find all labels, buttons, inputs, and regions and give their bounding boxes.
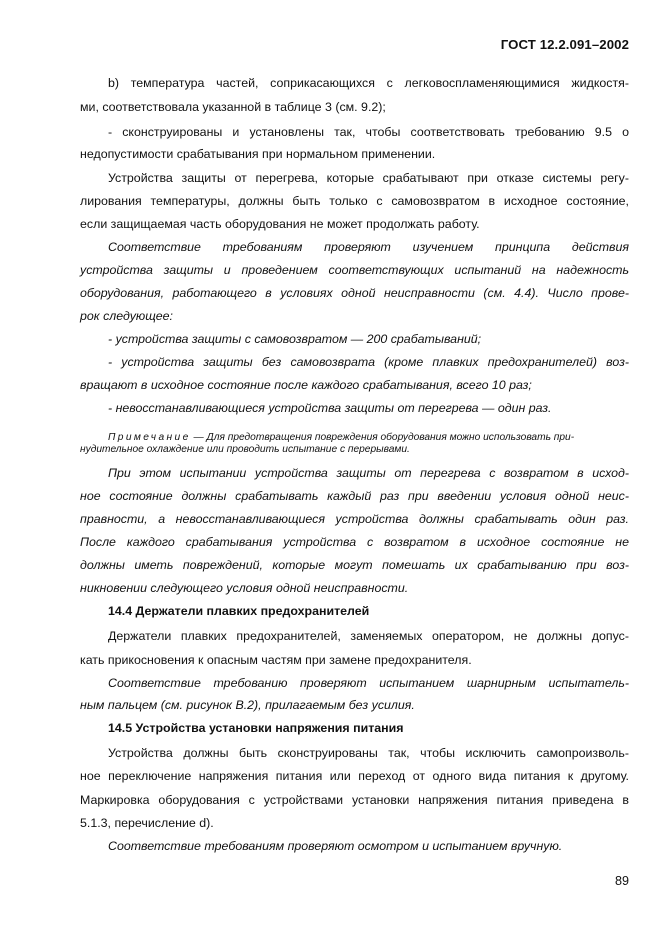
text-line: ное состояние должны срабатывать каждый раз при введении условия одной неис- bbox=[80, 489, 629, 503]
text-line: Устройства защиты от перегрева, которые срабатывают при отказе системы регу- bbox=[108, 171, 629, 185]
list-item: - невосстанавливающиеся устройства защиты от перегрева — один раз. bbox=[108, 401, 552, 415]
text-line: должны иметь повреждений, которые могут помешать их срабатыванию при воз- bbox=[80, 558, 629, 572]
text-line: При этом испытании устройства защиты от перегрева с возвратом в исход- bbox=[108, 466, 629, 480]
text-line: ным пальцем (см. рисунок В.2), прилагаемым без усилия. bbox=[80, 698, 415, 712]
text-line: 5.1.3, перечисление d). bbox=[80, 816, 214, 830]
page-number: 89 bbox=[614, 874, 629, 888]
text-line: если защищаемая часть оборудования не может продолжать работу. bbox=[80, 217, 480, 231]
text-line: b) температура частей, соприкасающихся с легковоспламеняющимися жидкостя- bbox=[108, 76, 629, 90]
text-line: ми, соответствовала указанной в таблице 3 (см. 9.2); bbox=[80, 100, 386, 114]
text-line: После каждого срабатывания устройства с возвратом в исходное состояние не bbox=[80, 535, 629, 549]
text-line: Держатели плавких предохранителей, заменяемых оператором, не должны допус- bbox=[108, 629, 629, 643]
text-line: Маркировка оборудования с устройствами установки напряжения питания приведена в bbox=[80, 793, 629, 807]
text-line: недопустимости срабатывания при нормальном применении. bbox=[80, 147, 436, 161]
text-line: - сконструированы и установлены так, чтобы соответствовать требованию 9.5 о bbox=[108, 125, 629, 139]
section-heading-14-5: 14.5 Устройства установки напряжения питания bbox=[108, 721, 404, 735]
note-text: — Для предотвращения повреждения оборудования можно использовать при- bbox=[190, 432, 575, 443]
standard-code-header: ГОСТ 12.2.091–2002 bbox=[500, 37, 629, 52]
text-line: Устройства должны быть сконструированы так, чтобы исключить самопроизволь- bbox=[108, 746, 629, 760]
text-line: оборудования, работающего в условиях одной неисправности (см. 4.4). Число прове- bbox=[80, 286, 629, 300]
text-line: ное переключение напряжения питания или переход от одного вида питания к другому. bbox=[80, 769, 629, 783]
note-line: нудительное охлаждение или проводить испытание с перерывами. bbox=[80, 444, 410, 455]
text-line: лирования температуры, должны быть только с самовозвратом в исходное состояние, bbox=[80, 194, 629, 208]
text-line: Соответствие требованию проверяют испытанием шарнирным испытатель- bbox=[108, 676, 629, 690]
text-line: устройства защиты и проведением соответствующих испытаний на надежность bbox=[80, 263, 629, 277]
text-line: правности, а невосстанавливающиеся устройства должны срабатывать один раз. bbox=[80, 512, 629, 526]
text-line: Соответствие требованиям проверяют изучением принципа действия bbox=[108, 240, 629, 254]
text-line: вращают в исходное состояние после каждого срабатывания, всего 10 раз; bbox=[80, 378, 532, 392]
section-heading-14-4: 14.4 Держатели плавких предохранителей bbox=[108, 604, 370, 618]
text-line: кать прикосновения к опасным частям при замене предохранителя. bbox=[80, 653, 472, 667]
text-line: рок следующее: bbox=[80, 309, 174, 323]
list-item: - устройства защиты без самовозврата (кроме плавких предохранителей) воз- bbox=[108, 355, 629, 369]
text-line: никновении следующего условия одной неисправности. bbox=[80, 581, 409, 595]
note-label: Примечание bbox=[108, 432, 191, 443]
list-item: - устройства защиты с самовозвратом — 200 срабатываний; bbox=[108, 332, 482, 346]
text-line: Соответствие требованиям проверяют осмотром и испытанием вручную. bbox=[108, 839, 563, 853]
